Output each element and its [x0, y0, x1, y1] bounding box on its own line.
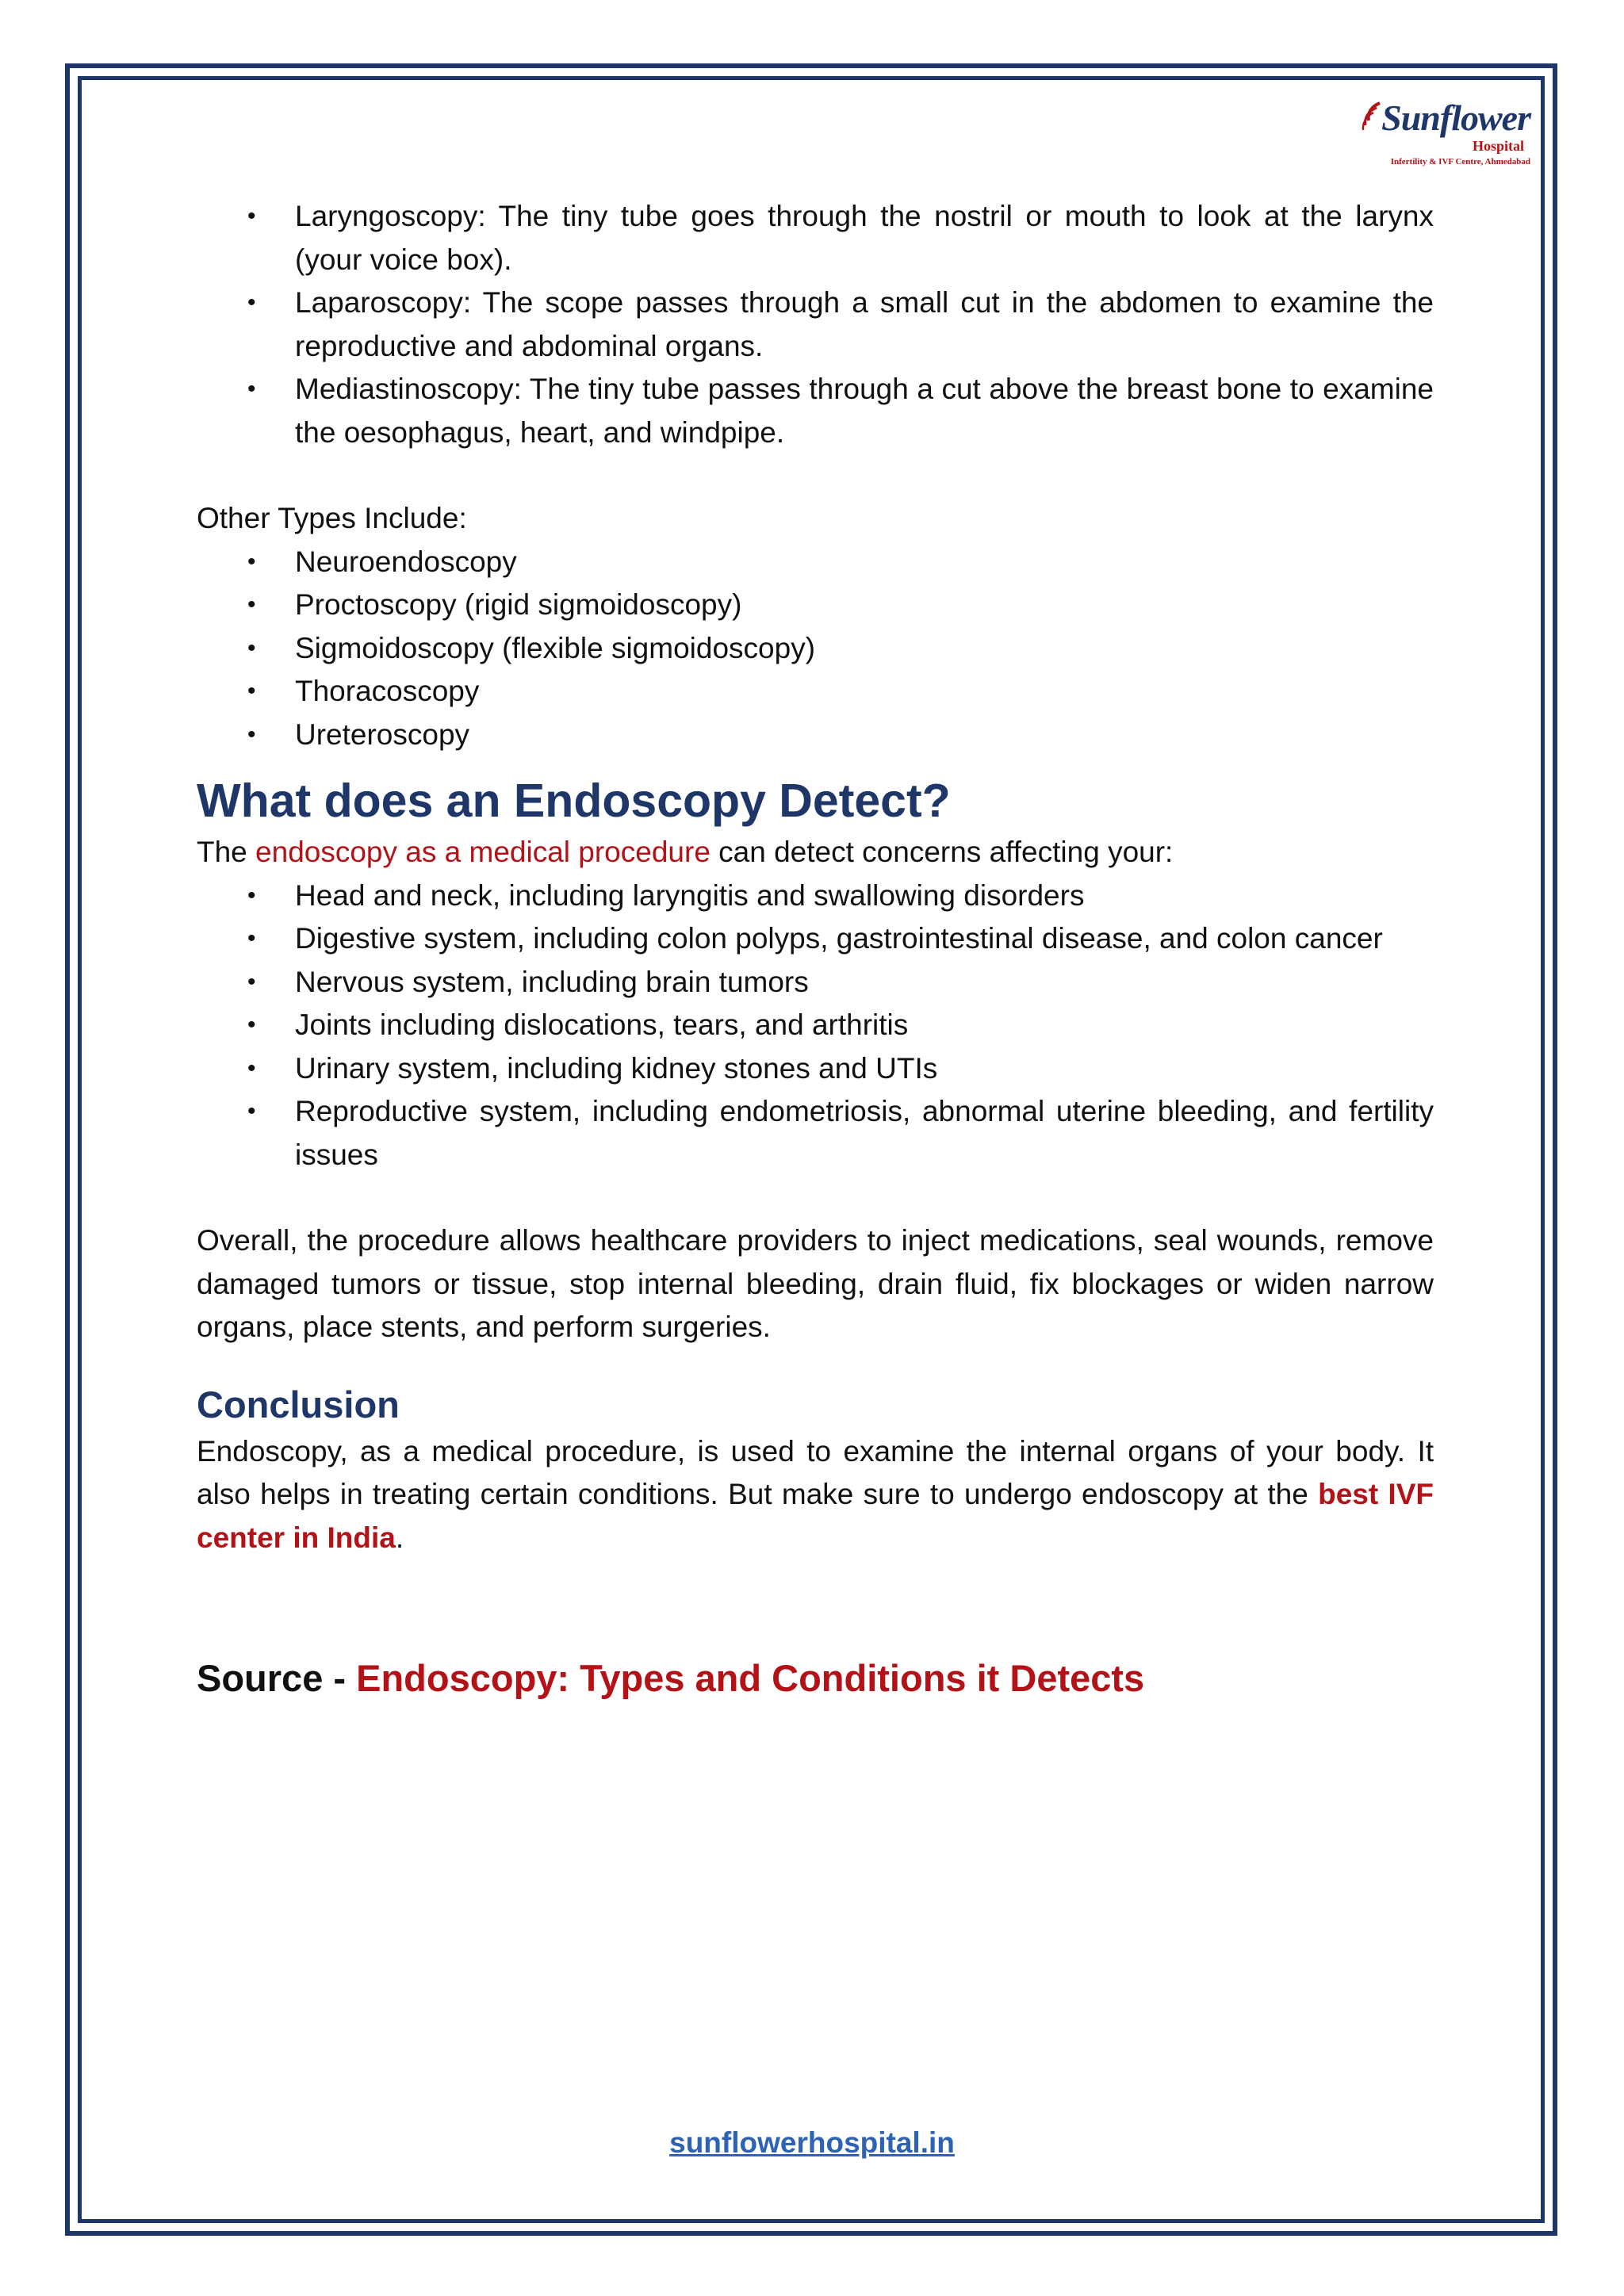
list-item: • Reproductive system, including endometriosis, abnormal uterine bleeding, and fertility issues — [197, 1090, 1434, 1177]
source-link[interactable]: Endoscopy: Types and Conditions it Detects — [356, 1657, 1145, 1699]
sunflower-hospital-logo — [1356, 97, 1530, 176]
list-item: • Head and neck, including laryngitis and swallowing disorders — [197, 874, 1434, 918]
list-item: • Neuroendoscopy — [197, 541, 1434, 584]
list-item: • Proctoscopy (rigid sigmoidoscopy) — [197, 584, 1434, 627]
logo-sub-text: Hospital — [1472, 138, 1524, 154]
list-item: • Nervous system, including brain tumors — [197, 961, 1434, 1004]
list-item: • Thoracoscopy — [197, 670, 1434, 714]
footer — [0, 2126, 1624, 2160]
best-ivf-center-link[interactable]: best IVF center in India — [197, 1478, 1434, 1554]
list-item: • Laparoscopy: The scope passes through a small cut in the abdomen to examine the reproductive and abdominal organs. — [197, 281, 1434, 368]
endoscopy-types-list — [197, 195, 1434, 454]
other-types-heading: Other Types Include: — [197, 502, 467, 534]
list-item: • Digestive system, including colon polyps, gastrointestinal disease, and colon cancer — [197, 917, 1434, 961]
detect-intro: The endoscopy as a medical procedure can detect concerns affecting your: — [197, 836, 1174, 868]
list-item: • Mediastinoscopy: The tiny tube passes through a cut above the breast bone to examine the oesophagus, heart, and windpipe. — [197, 368, 1434, 454]
overall-paragraph: Overall, the procedure allows healthcare providers to inject medications, seal wounds, remove damaged tumors or tissue, stop internal bleeding, drain fluid, fix blockages or widen narrow organs, place stents, and perform surgeries. — [197, 1224, 1434, 1343]
website-link[interactable]: sunflowerhospital.in — [669, 2126, 955, 2159]
document-body — [197, 195, 1434, 1704]
logo-brand-text: Sunflower — [1381, 98, 1530, 138]
other-types-list — [197, 541, 1434, 757]
detect-list — [197, 874, 1434, 1177]
conclusion-paragraph: Endoscopy, as a medical procedure, is used to examine the internal organs of your body. It also helps in treating certain conditions. But make sure to undergo endoscopy at the best IVF center in India. — [197, 1434, 1434, 1554]
list-item: • Joints including dislocations, tears, and arthritis — [197, 1004, 1434, 1047]
source-line: Source - Endoscopy: Types and Conditions it Detects — [197, 1657, 1145, 1699]
conclusion-heading: Conclusion — [197, 1383, 400, 1425]
list-item: • Laryngoscopy: The tiny tube goes through the nostril or mouth to look at the larynx (your voice box). — [197, 195, 1434, 281]
detect-heading: What does an Endoscopy Detect? — [197, 775, 951, 827]
list-item: • Urinary system, including kidney stones and UTIs — [197, 1047, 1434, 1091]
logo-tagline: Infertility & IVF Centre, Ahmedabad — [1390, 157, 1530, 166]
list-item: • Ureteroscopy — [197, 714, 1434, 757]
endoscopy-procedure-link[interactable]: endoscopy as a medical procedure — [255, 836, 710, 868]
list-item: • Sigmoidoscopy (flexible sigmoidoscopy) — [197, 627, 1434, 671]
